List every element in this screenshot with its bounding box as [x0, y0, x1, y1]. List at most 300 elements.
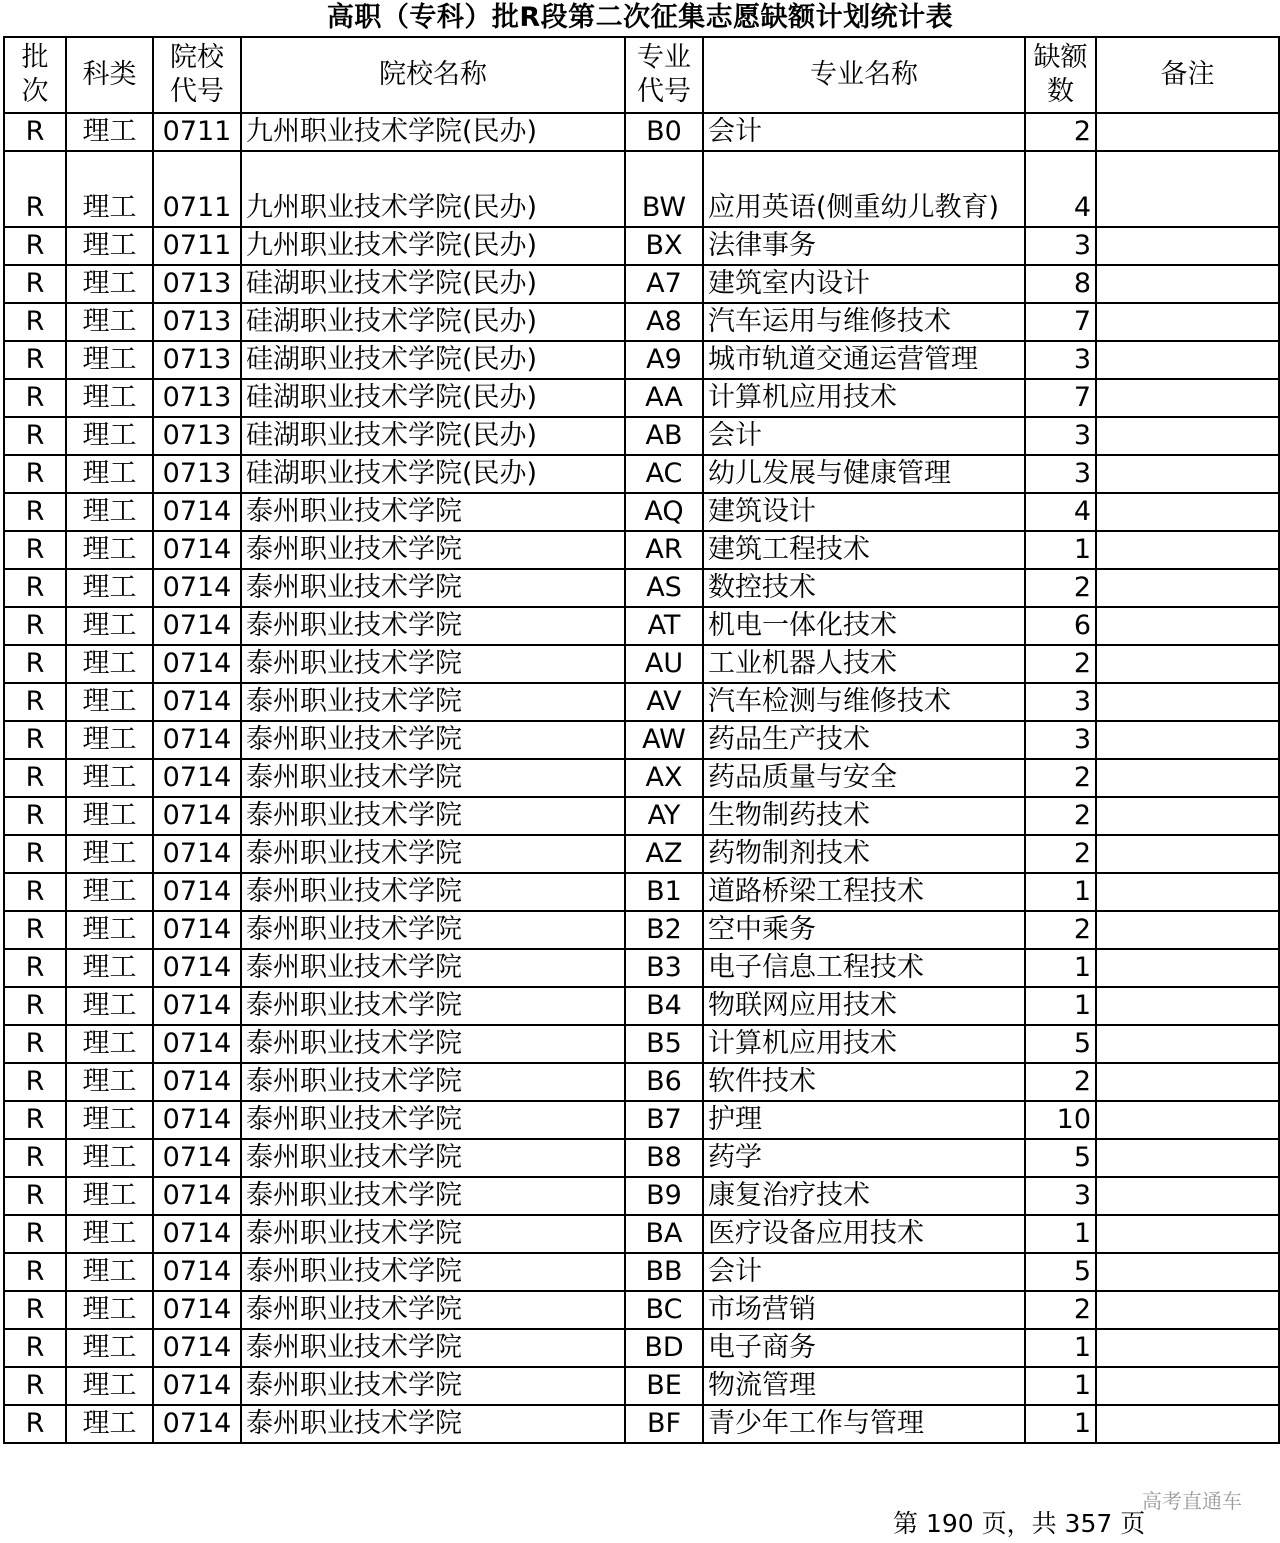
cell-category: 理工 [66, 227, 153, 265]
table-row [4, 417, 1279, 455]
cell-category: 理工 [66, 683, 153, 721]
cell-major-name: 应用英语(侧重幼儿教育) [703, 151, 1025, 227]
cell-major-code: AS [625, 569, 703, 607]
cell-major-name: 医疗设备应用技术 [703, 1215, 1025, 1253]
cell-category: 理工 [66, 379, 153, 417]
table-row [4, 797, 1279, 835]
table-row [4, 303, 1279, 341]
cell-school-name: 九州职业技术学院(民办) [241, 227, 625, 265]
cell-category: 理工 [66, 303, 153, 341]
cell-school-name: 泰州职业技术学院 [241, 797, 625, 835]
cell-category: 理工 [66, 1025, 153, 1063]
cell-school-code: 0714 [153, 1329, 241, 1367]
cell-major-name: 药品质量与安全 [703, 759, 1025, 797]
cell-vacancies: 1 [1025, 1329, 1096, 1367]
cell-school-code: 0714 [153, 607, 241, 645]
table-row [4, 1139, 1279, 1177]
cell-school-name: 硅湖职业技术学院(民办) [241, 303, 625, 341]
table-row [4, 493, 1279, 531]
cell-vacancies: 2 [1025, 835, 1096, 873]
table-row [4, 1177, 1279, 1215]
cell-school-code: 0714 [153, 1063, 241, 1101]
cell-major-code: AB [625, 417, 703, 455]
cell-major-name: 护理 [703, 1101, 1025, 1139]
cell-category: 理工 [66, 151, 153, 227]
cell-batch: R [4, 797, 66, 835]
cell-school-name: 泰州职业技术学院 [241, 645, 625, 683]
cell-school-name: 硅湖职业技术学院(民办) [241, 341, 625, 379]
cell-category: 理工 [66, 1139, 153, 1177]
cell-school-code: 0713 [153, 417, 241, 455]
cell-school-code: 0714 [153, 645, 241, 683]
cell-vacancies: 4 [1025, 151, 1096, 227]
cell-school-code: 0713 [153, 265, 241, 303]
table-row [4, 911, 1279, 949]
table-row [4, 1215, 1279, 1253]
cell-vacancies: 4 [1025, 493, 1096, 531]
cell-category: 理工 [66, 759, 153, 797]
table-row [4, 265, 1279, 303]
cell-major-code: B8 [625, 1139, 703, 1177]
cell-batch: R [4, 683, 66, 721]
cell-school-code: 0714 [153, 759, 241, 797]
cell-major-name: 城市轨道交通运营管理 [703, 341, 1025, 379]
cell-school-name: 泰州职业技术学院 [241, 759, 625, 797]
cell-school-code: 0714 [153, 911, 241, 949]
cell-vacancies: 6 [1025, 607, 1096, 645]
cell-vacancies: 1 [1025, 531, 1096, 569]
cell-batch: R [4, 1329, 66, 1367]
cell-vacancies: 10 [1025, 1101, 1096, 1139]
cell-category: 理工 [66, 645, 153, 683]
cell-major-name: 幼儿发展与健康管理 [703, 455, 1025, 493]
cell-school-name: 泰州职业技术学院 [241, 1367, 625, 1405]
cell-school-code: 0714 [153, 1101, 241, 1139]
cell-major-code: BX [625, 227, 703, 265]
cell-batch: R [4, 835, 66, 873]
table-row [4, 835, 1279, 873]
cell-major-name: 法律事务 [703, 227, 1025, 265]
cell-school-name: 泰州职业技术学院 [241, 493, 625, 531]
cell-school-name: 泰州职业技术学院 [241, 987, 625, 1025]
cell-vacancies: 1 [1025, 949, 1096, 987]
cell-major-name: 机电一体化技术 [703, 607, 1025, 645]
cell-major-name: 康复治疗技术 [703, 1177, 1025, 1215]
cell-vacancies: 2 [1025, 569, 1096, 607]
cell-remarks [1096, 835, 1279, 873]
cell-major-code: AW [625, 721, 703, 759]
cell-major-code: AA [625, 379, 703, 417]
cell-school-name: 泰州职业技术学院 [241, 949, 625, 987]
cell-school-code: 0713 [153, 379, 241, 417]
cell-vacancies: 2 [1025, 645, 1096, 683]
table-row [4, 151, 1279, 227]
cell-remarks [1096, 113, 1279, 151]
cell-school-code: 0714 [153, 721, 241, 759]
cell-major-name: 建筑设计 [703, 493, 1025, 531]
cell-major-code: BB [625, 1253, 703, 1291]
table-row [4, 1291, 1279, 1329]
cell-major-name: 汽车运用与维修技术 [703, 303, 1025, 341]
cell-major-name: 道路桥梁工程技术 [703, 873, 1025, 911]
cell-batch: R [4, 227, 66, 265]
cell-school-name: 泰州职业技术学院 [241, 1177, 625, 1215]
cell-school-name: 泰州职业技术学院 [241, 1215, 625, 1253]
cell-category: 理工 [66, 797, 153, 835]
cell-school-code: 0714 [153, 683, 241, 721]
cell-major-code: BA [625, 1215, 703, 1253]
cell-major-name: 生物制药技术 [703, 797, 1025, 835]
vacancy-table [3, 36, 1280, 1444]
cell-batch: R [4, 1291, 66, 1329]
cell-batch: R [4, 417, 66, 455]
cell-major-code: A9 [625, 341, 703, 379]
cell-batch: R [4, 1215, 66, 1253]
cell-school-name: 九州职业技术学院(民办) [241, 113, 625, 151]
cell-remarks [1096, 151, 1279, 227]
cell-school-name: 九州职业技术学院(民办) [241, 151, 625, 227]
cell-major-name: 电子信息工程技术 [703, 949, 1025, 987]
cell-batch: R [4, 1025, 66, 1063]
cell-remarks [1096, 607, 1279, 645]
cell-major-code: B6 [625, 1063, 703, 1101]
cell-remarks [1096, 531, 1279, 569]
cell-remarks [1096, 873, 1279, 911]
cell-batch: R [4, 341, 66, 379]
table-title: 高职（专科）批R段第二次征集志愿缺额计划统计表 [326, 2, 954, 33]
cell-category: 理工 [66, 455, 153, 493]
cell-remarks [1096, 1025, 1279, 1063]
table-row [4, 759, 1279, 797]
cell-school-code: 0714 [153, 873, 241, 911]
cell-school-code: 0711 [153, 113, 241, 151]
cell-remarks [1096, 227, 1279, 265]
cell-major-name: 物联网应用技术 [703, 987, 1025, 1025]
page-number: 第 190 页，共 357 页 [893, 1509, 1146, 1538]
cell-category: 理工 [66, 1291, 153, 1329]
cell-vacancies: 2 [1025, 911, 1096, 949]
cell-remarks [1096, 797, 1279, 835]
cell-remarks [1096, 911, 1279, 949]
table-row [4, 645, 1279, 683]
header-row [4, 37, 1279, 113]
cell-remarks [1096, 1291, 1279, 1329]
cell-school-name: 泰州职业技术学院 [241, 1291, 625, 1329]
cell-category: 理工 [66, 1215, 153, 1253]
cell-school-name: 泰州职业技术学院 [241, 911, 625, 949]
cell-batch: R [4, 531, 66, 569]
cell-batch: R [4, 759, 66, 797]
cell-school-code: 0714 [153, 1177, 241, 1215]
cell-major-name: 市场营销 [703, 1291, 1025, 1329]
table-row [4, 341, 1279, 379]
cell-category: 理工 [66, 1253, 153, 1291]
cell-major-code: B7 [625, 1101, 703, 1139]
cell-school-name: 泰州职业技术学院 [241, 721, 625, 759]
cell-school-name: 泰州职业技术学院 [241, 835, 625, 873]
cell-school-name: 泰州职业技术学院 [241, 1101, 625, 1139]
cell-batch: R [4, 949, 66, 987]
cell-vacancies: 7 [1025, 303, 1096, 341]
header-major-code: 专业代号 [625, 37, 703, 113]
cell-school-name: 泰州职业技术学院 [241, 1063, 625, 1101]
cell-remarks [1096, 1063, 1279, 1101]
cell-major-code: B1 [625, 873, 703, 911]
cell-remarks [1096, 493, 1279, 531]
cell-batch: R [4, 987, 66, 1025]
cell-category: 理工 [66, 1405, 153, 1443]
cell-major-code: AZ [625, 835, 703, 873]
cell-remarks [1096, 683, 1279, 721]
cell-school-name: 泰州职业技术学院 [241, 683, 625, 721]
cell-category: 理工 [66, 341, 153, 379]
cell-school-code: 0713 [153, 303, 241, 341]
cell-category: 理工 [66, 911, 153, 949]
table-row [4, 987, 1279, 1025]
cell-major-code: A7 [625, 265, 703, 303]
cell-category: 理工 [66, 835, 153, 873]
cell-major-name: 计算机应用技术 [703, 379, 1025, 417]
cell-category: 理工 [66, 1063, 153, 1101]
table-row [4, 113, 1279, 151]
cell-remarks [1096, 645, 1279, 683]
cell-school-name: 泰州职业技术学院 [241, 607, 625, 645]
cell-batch: R [4, 1139, 66, 1177]
header-category: 科类 [66, 37, 153, 113]
cell-major-code: BF [625, 1405, 703, 1443]
cell-major-code: AC [625, 455, 703, 493]
header-batch: 批次 [4, 37, 66, 113]
cell-school-code: 0714 [153, 569, 241, 607]
cell-batch: R [4, 1367, 66, 1405]
cell-school-code: 0714 [153, 1367, 241, 1405]
cell-vacancies: 2 [1025, 113, 1096, 151]
cell-batch: R [4, 455, 66, 493]
cell-category: 理工 [66, 113, 153, 151]
table-row [4, 607, 1279, 645]
cell-category: 理工 [66, 987, 153, 1025]
cell-major-name: 药学 [703, 1139, 1025, 1177]
cell-school-name: 硅湖职业技术学院(民办) [241, 265, 625, 303]
cell-vacancies: 1 [1025, 873, 1096, 911]
cell-vacancies: 5 [1025, 1253, 1096, 1291]
cell-vacancies: 2 [1025, 759, 1096, 797]
cell-batch: R [4, 113, 66, 151]
cell-vacancies: 3 [1025, 417, 1096, 455]
cell-school-name: 泰州职业技术学院 [241, 531, 625, 569]
cell-batch: R [4, 1177, 66, 1215]
cell-major-name: 软件技术 [703, 1063, 1025, 1101]
cell-batch: R [4, 493, 66, 531]
cell-category: 理工 [66, 1329, 153, 1367]
cell-school-code: 0714 [153, 1405, 241, 1443]
cell-remarks [1096, 987, 1279, 1025]
table-row [4, 1063, 1279, 1101]
cell-remarks [1096, 1329, 1279, 1367]
cell-school-code: 0714 [153, 1253, 241, 1291]
cell-school-code: 0714 [153, 1025, 241, 1063]
cell-remarks [1096, 1215, 1279, 1253]
table-row [4, 721, 1279, 759]
cell-major-name: 建筑工程技术 [703, 531, 1025, 569]
cell-remarks [1096, 759, 1279, 797]
cell-vacancies: 7 [1025, 379, 1096, 417]
cell-vacancies: 1 [1025, 987, 1096, 1025]
cell-major-code: BD [625, 1329, 703, 1367]
cell-major-name: 电子商务 [703, 1329, 1025, 1367]
cell-category: 理工 [66, 607, 153, 645]
cell-major-code: AU [625, 645, 703, 683]
cell-vacancies: 3 [1025, 1177, 1096, 1215]
cell-school-code: 0713 [153, 455, 241, 493]
cell-vacancies: 2 [1025, 1063, 1096, 1101]
cell-school-name: 泰州职业技术学院 [241, 569, 625, 607]
table-row [4, 1405, 1279, 1443]
cell-remarks [1096, 303, 1279, 341]
cell-major-code: BC [625, 1291, 703, 1329]
cell-major-name: 工业机器人技术 [703, 645, 1025, 683]
cell-batch: R [4, 303, 66, 341]
cell-major-name: 物流管理 [703, 1367, 1025, 1405]
cell-remarks [1096, 949, 1279, 987]
cell-remarks [1096, 1139, 1279, 1177]
cell-batch: R [4, 873, 66, 911]
cell-batch: R [4, 1405, 66, 1443]
table-row [4, 1253, 1279, 1291]
table-row [4, 1025, 1279, 1063]
cell-major-code: AR [625, 531, 703, 569]
cell-major-name: 药物制剂技术 [703, 835, 1025, 873]
table-row [4, 1367, 1279, 1405]
cell-major-name: 会计 [703, 1253, 1025, 1291]
cell-batch: R [4, 379, 66, 417]
cell-batch: R [4, 569, 66, 607]
header-school-code: 院校代号 [153, 37, 241, 113]
cell-vacancies: 1 [1025, 1367, 1096, 1405]
cell-vacancies: 5 [1025, 1025, 1096, 1063]
cell-major-code: AV [625, 683, 703, 721]
cell-vacancies: 3 [1025, 341, 1096, 379]
cell-major-name: 建筑室内设计 [703, 265, 1025, 303]
header-vacancies: 缺额数 [1025, 37, 1096, 113]
cell-major-code: B4 [625, 987, 703, 1025]
cell-category: 理工 [66, 1367, 153, 1405]
cell-major-code: AX [625, 759, 703, 797]
table-row [4, 379, 1279, 417]
cell-major-name: 药品生产技术 [703, 721, 1025, 759]
cell-school-name: 泰州职业技术学院 [241, 1139, 625, 1177]
cell-batch: R [4, 265, 66, 303]
table-row [4, 949, 1279, 987]
cell-vacancies: 2 [1025, 797, 1096, 835]
cell-vacancies: 1 [1025, 1405, 1096, 1443]
cell-remarks [1096, 265, 1279, 303]
cell-vacancies: 3 [1025, 721, 1096, 759]
cell-remarks [1096, 455, 1279, 493]
cell-remarks [1096, 569, 1279, 607]
cell-school-code: 0714 [153, 987, 241, 1025]
cell-major-name: 空中乘务 [703, 911, 1025, 949]
cell-school-code: 0711 [153, 151, 241, 227]
cell-school-name: 泰州职业技术学院 [241, 1025, 625, 1063]
cell-batch: R [4, 721, 66, 759]
cell-vacancies: 1 [1025, 1215, 1096, 1253]
cell-school-code: 0714 [153, 1215, 241, 1253]
cell-major-name: 汽车检测与维修技术 [703, 683, 1025, 721]
cell-remarks [1096, 1367, 1279, 1405]
table-row [4, 227, 1279, 265]
table-body [4, 113, 1279, 1443]
cell-school-code: 0714 [153, 1291, 241, 1329]
cell-vacancies: 3 [1025, 455, 1096, 493]
cell-batch: R [4, 645, 66, 683]
table-row [4, 455, 1279, 493]
cell-major-code: B3 [625, 949, 703, 987]
cell-major-name: 青少年工作与管理 [703, 1405, 1025, 1443]
cell-school-name: 硅湖职业技术学院(民办) [241, 379, 625, 417]
cell-category: 理工 [66, 417, 153, 455]
cell-category: 理工 [66, 531, 153, 569]
header-major-name: 专业名称 [703, 37, 1025, 113]
cell-school-code: 0714 [153, 949, 241, 987]
cell-category: 理工 [66, 1177, 153, 1215]
cell-major-code: BE [625, 1367, 703, 1405]
table-row [4, 569, 1279, 607]
cell-remarks [1096, 1253, 1279, 1291]
cell-batch: R [4, 1253, 66, 1291]
cell-major-code: A8 [625, 303, 703, 341]
cell-remarks [1096, 1405, 1279, 1443]
cell-remarks [1096, 721, 1279, 759]
cell-vacancies: 5 [1025, 1139, 1096, 1177]
cell-school-code: 0714 [153, 1139, 241, 1177]
table-row [4, 1329, 1279, 1367]
cell-category: 理工 [66, 873, 153, 911]
cell-batch: R [4, 151, 66, 227]
cell-category: 理工 [66, 569, 153, 607]
cell-major-name: 会计 [703, 113, 1025, 151]
header-remarks: 备注 [1096, 37, 1279, 113]
cell-major-code: AY [625, 797, 703, 835]
cell-category: 理工 [66, 493, 153, 531]
cell-school-code: 0713 [153, 341, 241, 379]
cell-major-name: 计算机应用技术 [703, 1025, 1025, 1063]
cell-remarks [1096, 341, 1279, 379]
cell-major-code: B9 [625, 1177, 703, 1215]
table-row [4, 683, 1279, 721]
cell-major-code: B2 [625, 911, 703, 949]
table-row [4, 873, 1279, 911]
cell-major-name: 会计 [703, 417, 1025, 455]
cell-major-code: B5 [625, 1025, 703, 1063]
cell-school-code: 0714 [153, 797, 241, 835]
cell-remarks [1096, 1177, 1279, 1215]
cell-major-code: AT [625, 607, 703, 645]
cell-school-code: 0714 [153, 835, 241, 873]
cell-remarks [1096, 417, 1279, 455]
cell-category: 理工 [66, 1101, 153, 1139]
cell-vacancies: 3 [1025, 227, 1096, 265]
cell-school-name: 泰州职业技术学院 [241, 1329, 625, 1367]
cell-vacancies: 8 [1025, 265, 1096, 303]
cell-remarks [1096, 1101, 1279, 1139]
cell-batch: R [4, 911, 66, 949]
cell-major-name: 数控技术 [703, 569, 1025, 607]
cell-school-name: 硅湖职业技术学院(民办) [241, 455, 625, 493]
header-school-name: 院校名称 [241, 37, 625, 113]
cell-vacancies: 2 [1025, 1291, 1096, 1329]
cell-remarks [1096, 379, 1279, 417]
